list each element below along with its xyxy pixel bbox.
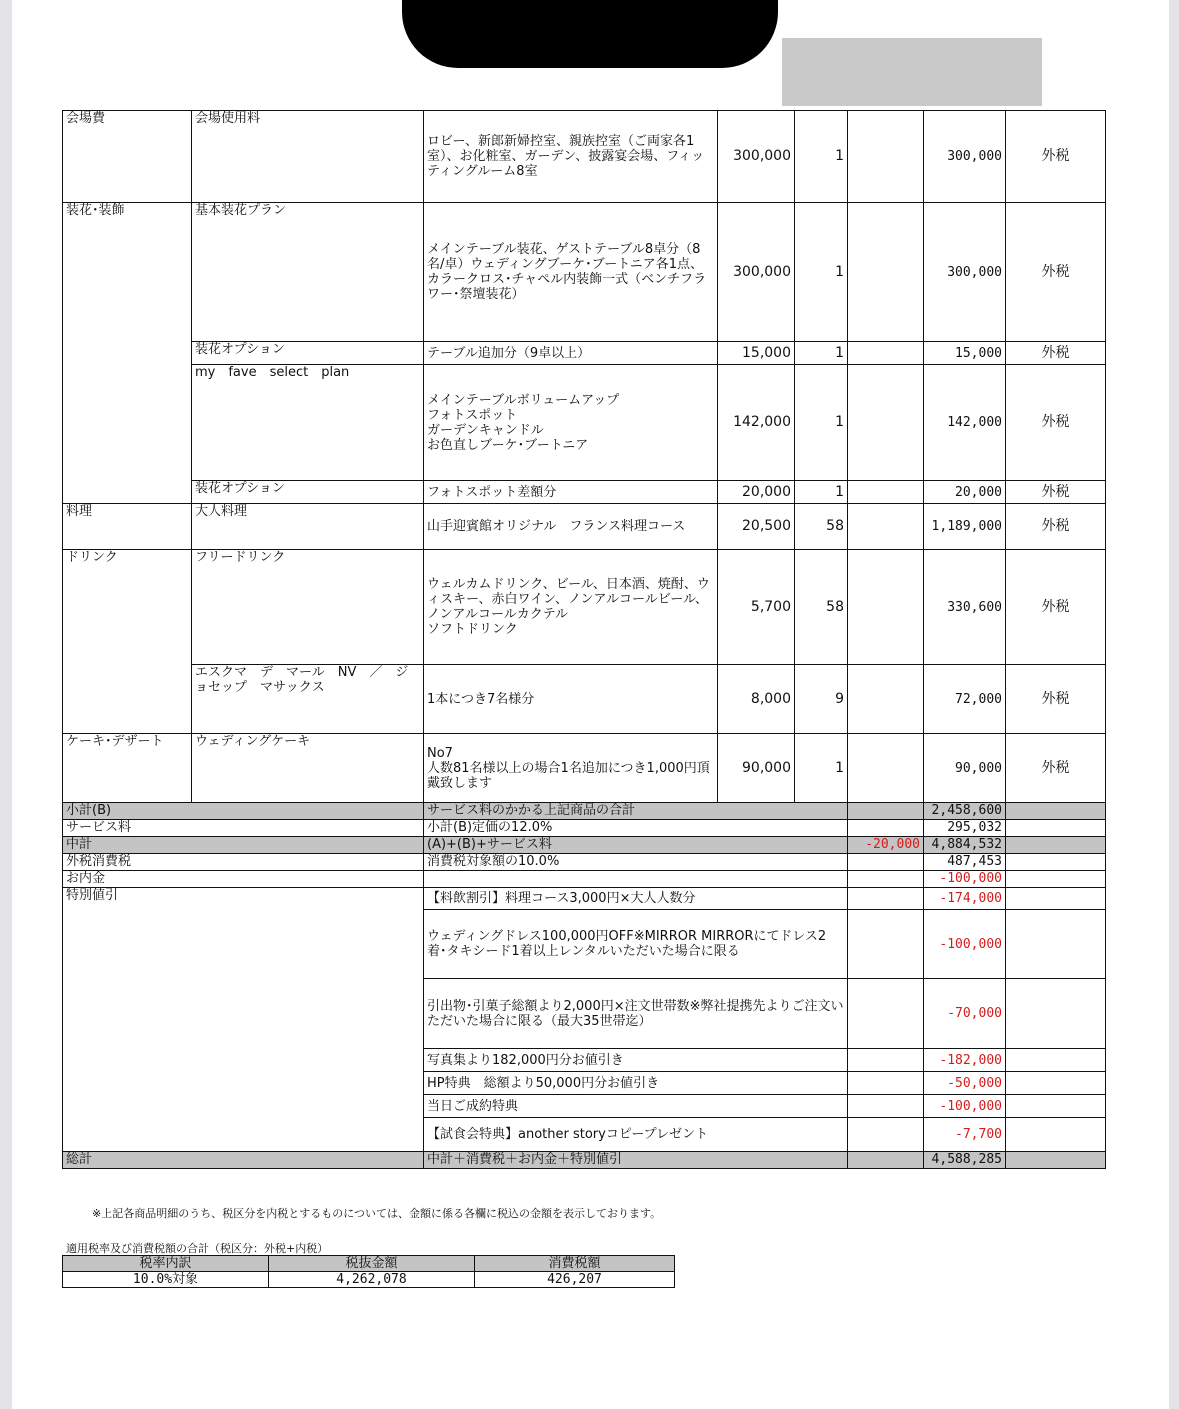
tax-type-cell: 外税 bbox=[1006, 365, 1106, 481]
tax-value-row bbox=[63, 1272, 675, 1288]
service-charge-row bbox=[63, 820, 1106, 837]
tax-amount-cell: 426,207 bbox=[475, 1272, 675, 1288]
blank-cell bbox=[848, 111, 924, 203]
discount-description: 当日ご成約特典 bbox=[424, 1095, 848, 1118]
tax-summary-table bbox=[62, 1255, 675, 1288]
item-cell: 装花オプション bbox=[192, 481, 424, 504]
blank-cell bbox=[848, 910, 924, 979]
discount-amount: -50,000 bbox=[924, 1072, 1006, 1095]
blank-cell bbox=[1006, 1095, 1106, 1118]
blank-cell bbox=[848, 365, 924, 481]
blank-cell bbox=[1006, 837, 1106, 854]
amount-cell: 330,600 bbox=[924, 550, 1006, 665]
quantity-cell: 1 bbox=[795, 111, 848, 203]
item-cell: 基本装花プラン bbox=[192, 203, 424, 342]
summary-description bbox=[424, 871, 848, 888]
tax-type-cell: 外税 bbox=[1006, 550, 1106, 665]
tax-type-cell: 外税 bbox=[1006, 481, 1106, 504]
table-row bbox=[63, 734, 1106, 803]
summary-label: サービス料 bbox=[63, 820, 424, 837]
deposit-row bbox=[63, 871, 1106, 888]
amount-cell: 300,000 bbox=[924, 111, 1006, 203]
item-cell: my fave select plan bbox=[192, 365, 424, 481]
blank-cell bbox=[1006, 1118, 1106, 1152]
discount-description: 写真集より182,000円分お値引き bbox=[424, 1049, 848, 1072]
summary-description: サービス料のかかる上記商品の合計 bbox=[424, 803, 848, 820]
item-cell: 装花オプション bbox=[192, 342, 424, 365]
amount-cell: 15,000 bbox=[924, 342, 1006, 365]
blank-cell bbox=[1006, 1152, 1106, 1169]
tax-rate-cell: 10.0%対象 bbox=[63, 1272, 269, 1288]
discount-amount: -174,000 bbox=[924, 888, 1006, 910]
blank-cell bbox=[1006, 910, 1106, 979]
summary-adjustment: -20,000 bbox=[848, 837, 924, 854]
tax-header-cell: 税抜金額 bbox=[269, 1256, 475, 1272]
item-cell: 大人料理 bbox=[192, 504, 424, 550]
summary-amount: 4,884,532 bbox=[924, 837, 1006, 854]
description-cell: 山手迎賓館オリジナル フランス料理コース bbox=[424, 504, 718, 550]
unit-price-cell: 300,000 bbox=[718, 203, 795, 342]
amount-cell: 300,000 bbox=[924, 203, 1006, 342]
item-cell: 会場使用料 bbox=[192, 111, 424, 203]
discount-amount: -182,000 bbox=[924, 1049, 1006, 1072]
summary-adjustment bbox=[848, 820, 924, 837]
description-cell: フォトスポット差額分 bbox=[424, 481, 718, 504]
quantity-cell: 1 bbox=[795, 481, 848, 504]
redaction-grey-box bbox=[782, 38, 1042, 106]
unit-price-cell: 15,000 bbox=[718, 342, 795, 365]
amount-cell: 90,000 bbox=[924, 734, 1006, 803]
midtotal-row bbox=[63, 837, 1106, 854]
table-row bbox=[63, 550, 1106, 665]
item-cell: ウェディングケーキ bbox=[192, 734, 424, 803]
category-cell: 料理 bbox=[63, 504, 192, 550]
discount-description: HP特典 総額より50,000円分お値引き bbox=[424, 1072, 848, 1095]
unit-price-cell: 300,000 bbox=[718, 111, 795, 203]
tax-header-cell: 消費税額 bbox=[475, 1256, 675, 1272]
summary-amount: 295,032 bbox=[924, 820, 1006, 837]
unit-price-cell: 90,000 bbox=[718, 734, 795, 803]
amount-cell: 1,189,000 bbox=[924, 504, 1006, 550]
blank-cell bbox=[848, 504, 924, 550]
discount-row bbox=[63, 888, 1106, 910]
blank-cell bbox=[1006, 820, 1106, 837]
discount-amount: -100,000 bbox=[924, 910, 1006, 979]
tax-summary-caption: 適用税率及び消費税額の合計（税区分：外税+内税） bbox=[66, 1242, 329, 1255]
tax-type-cell: 外税 bbox=[1006, 504, 1106, 550]
discount-label: 特別値引 bbox=[63, 888, 424, 1152]
quantity-cell: 1 bbox=[795, 734, 848, 803]
amount-cell: 20,000 bbox=[924, 481, 1006, 504]
summary-amount: -100,000 bbox=[924, 871, 1006, 888]
amount-cell: 72,000 bbox=[924, 665, 1006, 734]
description-cell: テーブル追加分（9卓以上） bbox=[424, 342, 718, 365]
redaction-block bbox=[402, 0, 778, 68]
amount-cell: 142,000 bbox=[924, 365, 1006, 481]
blank-cell bbox=[848, 203, 924, 342]
summary-description: (A)+(B)+サービス料 bbox=[424, 837, 848, 854]
summary-label: 小計(B) bbox=[63, 803, 424, 820]
discount-amount: -7,700 bbox=[924, 1118, 1006, 1152]
discount-amount: -70,000 bbox=[924, 979, 1006, 1049]
blank-cell bbox=[848, 1118, 924, 1152]
blank-cell bbox=[848, 550, 924, 665]
tax-type-cell: 外税 bbox=[1006, 203, 1106, 342]
category-cell: ケーキ･デザート bbox=[63, 734, 192, 803]
summary-description: 消費税対象額の10.0% bbox=[424, 854, 848, 871]
description-cell: メインテーブル装花、ゲストテーブル8卓分（8名/卓）ウェディングブーケ･ブートニア各1点、カラークロス･チャペル内装飾一式（ベンチフラワー･祭壇装花） bbox=[424, 203, 718, 342]
blank-cell bbox=[1006, 1072, 1106, 1095]
unit-price-cell: 5,700 bbox=[718, 550, 795, 665]
summary-adjustment bbox=[848, 803, 924, 820]
subtotal-row bbox=[63, 803, 1106, 820]
blank-cell bbox=[848, 1152, 924, 1169]
tax-type-cell: 外税 bbox=[1006, 111, 1106, 203]
summary-adjustment bbox=[848, 854, 924, 871]
description-cell: ロビー、新郎新婦控室、親族控室（ご両家各1室）、お化粧室、ガーデン、披露宴会場、フィッティングルーム8室 bbox=[424, 111, 718, 203]
description-cell: メインテーブルボリュームアップ フォトスポット ガーデンキャンドル お色直しブーケ･ブートニア bbox=[424, 365, 718, 481]
description-cell: ウェルカムドリンク、ビール、日本酒、焼酎、ウィスキー、赤白ワイン、ノンアルコールビール、ノンアルコールカクテル ソフトドリンク bbox=[424, 550, 718, 665]
tax-note: ※上記各商品明細のうち、税区分を内税とするものについては、金額に係る各欄に税込の金額を表示しております。 bbox=[92, 1207, 662, 1220]
blank-cell bbox=[848, 1095, 924, 1118]
consumption-tax-row bbox=[63, 854, 1106, 871]
quantity-cell: 9 bbox=[795, 665, 848, 734]
description-cell: No7 人数81名様以上の場合1名追加につき1,000円頂戴致します bbox=[424, 734, 718, 803]
blank-cell bbox=[1006, 871, 1106, 888]
summary-label: お内金 bbox=[63, 871, 424, 888]
table-row bbox=[63, 504, 1106, 550]
unit-price-cell: 8,000 bbox=[718, 665, 795, 734]
discount-description: 引出物･引菓子総額より2,000円×注文世帯数※弊社提携先よりご注文いただいた場合に限る（最大35世帯迄） bbox=[424, 979, 848, 1049]
discount-description: ウェディングドレス100,000円OFF※MIRROR MIRRORにてドレス2着･タキシード1着以上レンタルいただいた場合に限る bbox=[424, 910, 848, 979]
estimate-table bbox=[62, 110, 1106, 1169]
quantity-cell: 58 bbox=[795, 504, 848, 550]
summary-label: 中計 bbox=[63, 837, 424, 854]
summary-label: 外税消費税 bbox=[63, 854, 424, 871]
blank-cell bbox=[848, 665, 924, 734]
quantity-cell: 1 bbox=[795, 203, 848, 342]
tax-type-cell: 外税 bbox=[1006, 342, 1106, 365]
item-cell: フリードリンク bbox=[192, 550, 424, 665]
discount-amount: -100,000 bbox=[924, 1095, 1006, 1118]
blank-cell bbox=[1006, 803, 1106, 820]
blank-cell bbox=[1006, 979, 1106, 1049]
blank-cell bbox=[848, 481, 924, 504]
total-label: 総計 bbox=[63, 1152, 424, 1169]
blank-cell bbox=[1006, 854, 1106, 871]
table-row bbox=[63, 365, 1106, 481]
blank-cell bbox=[1006, 888, 1106, 910]
blank-cell bbox=[848, 1049, 924, 1072]
tax-excluded-amount-cell: 4,262,078 bbox=[269, 1272, 475, 1288]
quantity-cell: 1 bbox=[795, 342, 848, 365]
category-cell: 会場費 bbox=[63, 111, 192, 203]
blank-cell bbox=[848, 734, 924, 803]
table-row bbox=[63, 203, 1106, 342]
table-row bbox=[63, 111, 1106, 203]
quantity-cell: 58 bbox=[795, 550, 848, 665]
discount-description: 【試食会特典】another storyコピープレゼント bbox=[424, 1118, 848, 1152]
unit-price-cell: 20,500 bbox=[718, 504, 795, 550]
tax-type-cell: 外税 bbox=[1006, 734, 1106, 803]
table-row bbox=[63, 481, 1106, 504]
grand-total-row bbox=[63, 1152, 1106, 1169]
tax-header-row bbox=[63, 1256, 675, 1272]
unit-price-cell: 20,000 bbox=[718, 481, 795, 504]
blank-cell bbox=[1006, 1049, 1106, 1072]
summary-amount: 2,458,600 bbox=[924, 803, 1006, 820]
blank-cell bbox=[848, 888, 924, 910]
unit-price-cell: 142,000 bbox=[718, 365, 795, 481]
discount-description: 【料飲割引】料理コース3,000円×大人人数分 bbox=[424, 888, 848, 910]
summary-adjustment bbox=[848, 871, 924, 888]
summary-description: 小計(B)定価の12.0% bbox=[424, 820, 848, 837]
description-cell: 1本につき7名様分 bbox=[424, 665, 718, 734]
total-amount: 4,588,285 bbox=[924, 1152, 1006, 1169]
category-cell: ドリンク bbox=[63, 550, 192, 734]
tax-header-cell: 税率内訳 bbox=[63, 1256, 269, 1272]
quantity-cell: 1 bbox=[795, 365, 848, 481]
blank-cell bbox=[848, 979, 924, 1049]
category-cell: 装花･装飾 bbox=[63, 203, 192, 504]
table-row bbox=[63, 342, 1106, 365]
summary-amount: 487,453 bbox=[924, 854, 1006, 871]
item-cell: エスクマ デ マール NV ／ ジョセップ マサックス bbox=[192, 665, 424, 734]
table-row bbox=[63, 665, 1106, 734]
blank-cell bbox=[848, 1072, 924, 1095]
blank-cell bbox=[848, 342, 924, 365]
total-description: 中計＋消費税＋お内金＋特別値引 bbox=[424, 1152, 848, 1169]
tax-type-cell: 外税 bbox=[1006, 665, 1106, 734]
